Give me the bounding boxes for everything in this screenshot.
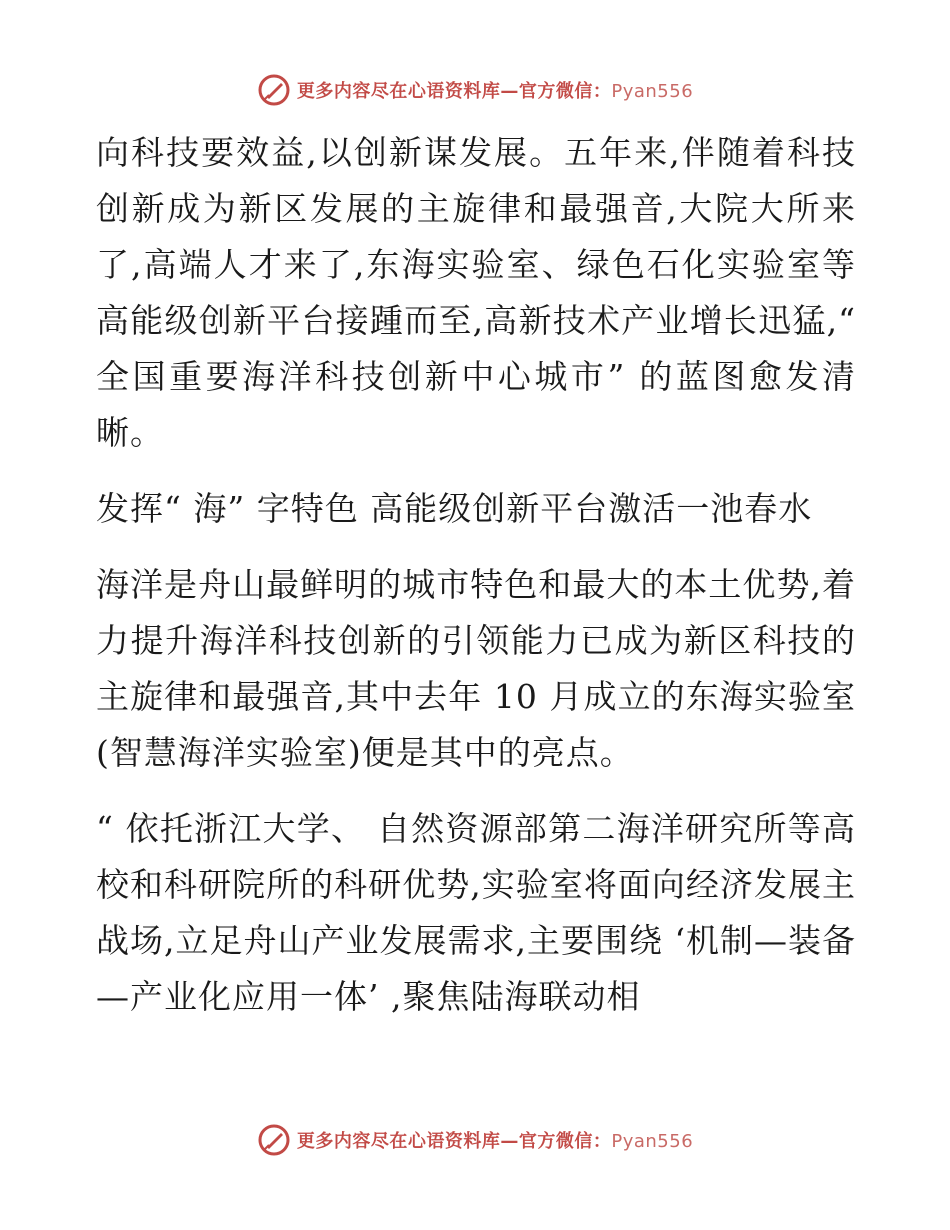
paragraph-2: 海洋是舟山最鲜明的城市特色和最大的本土优势,着力提升海洋科技创新的引领能力已成为新区科技的主旋律和最强音,其中去年 10 月成立的东海实验室(智慧海洋实验室)便是其中的亮点。 [96, 565, 856, 772]
wechat-id-top: Pyan556 [611, 81, 694, 102]
watermark-text-bottom: 更多内容尽在心语资料库—官方微信：Pyan556 [296, 1131, 694, 1152]
wechat-id-bottom: Pyan556 [611, 1131, 694, 1152]
paragraph-3: “ 依托浙江大学、 自然资源部第二海洋研究所等高校和科研院所的科研优势,实验室将面向经济发展主战场,立足舟山产业发展需求,主要围绕 ‘机制—装备—产业化应用一体’ ,聚焦陆海联动相 [96, 809, 856, 1016]
watermark-text-top: 更多内容尽在心语资料库—官方微信：Pyan556 [296, 81, 694, 102]
quill-logo-icon [257, 73, 291, 107]
watermark-banner-top [0, 70, 950, 110]
quill-logo-icon [257, 1123, 291, 1157]
watermark-banner-bottom [0, 1120, 950, 1160]
document-body [96, 125, 856, 1045]
section-heading: 发挥“ 海” 字特色 高能级创新平台激活一池春水 [96, 489, 813, 528]
paragraph-1: 向科技要效益,以创新谋发展。五年来,伴随着科技创新成为新区发展的主旋律和最强音,大院大所来了,高端人才来了,东海实验室、绿色石化实验室等高能级创新平台接踵而至,高新技术产业增长迅猛,“ 全国重要海洋科技创新中心城市” 的蓝图愈发清晰。 [96, 133, 856, 452]
